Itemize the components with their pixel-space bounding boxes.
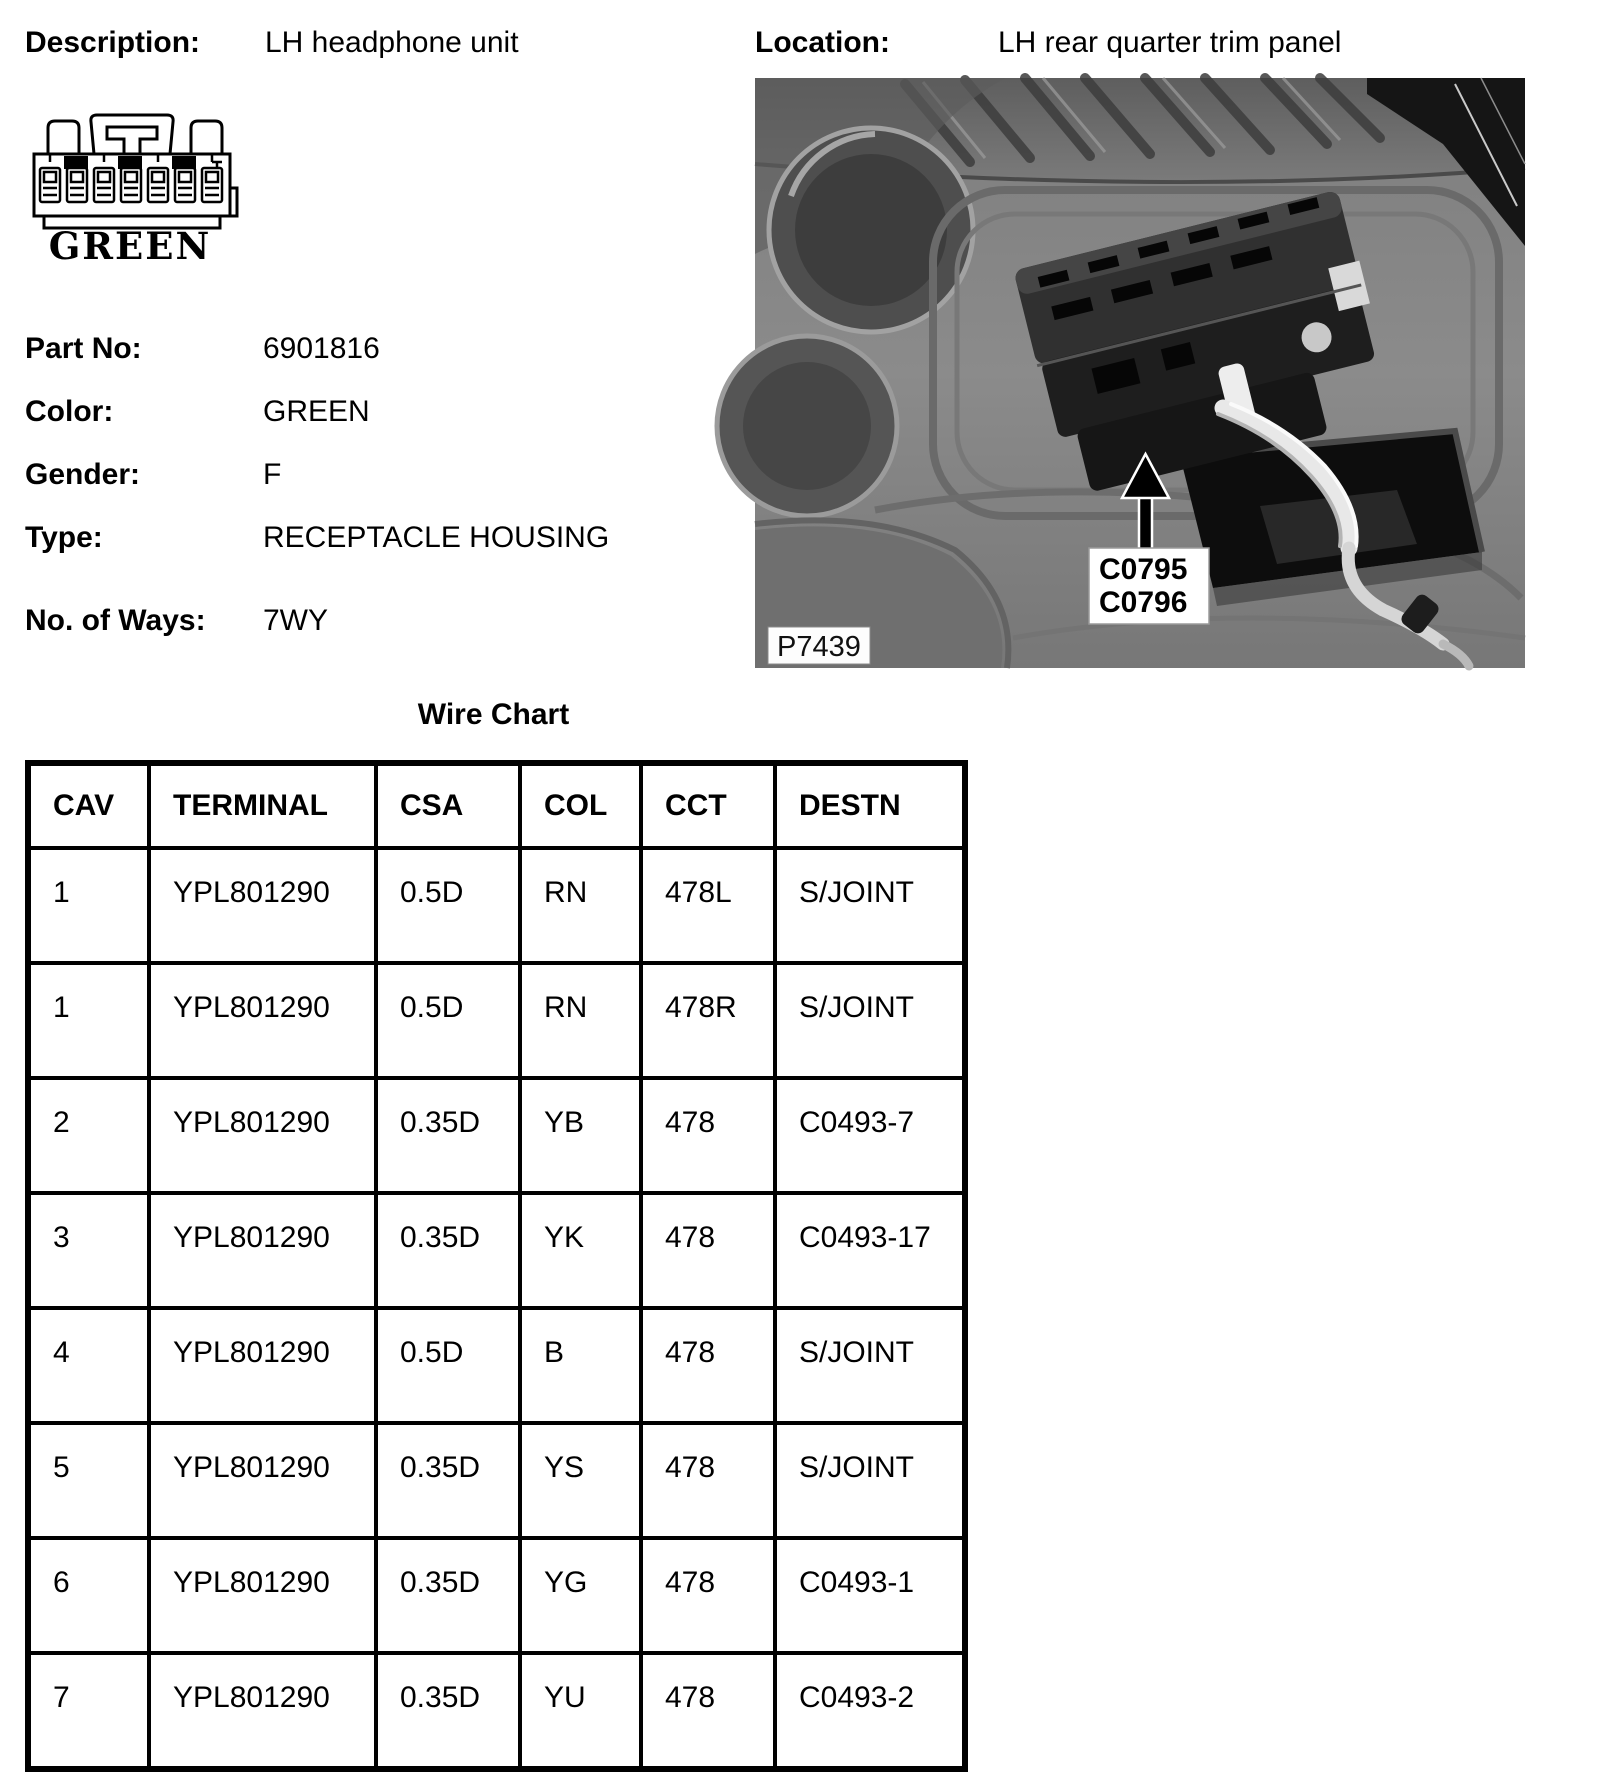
column-header-csa: CSA [376,763,520,848]
callout-line2: C0796 [1099,586,1188,619]
table-row [28,1308,965,1423]
table-cell: S/JOINT [775,963,965,1078]
table-cell: 0.5D [376,963,520,1078]
part-no-value: 6901816 [263,332,380,365]
table-cell: C0493-1 [775,1538,965,1653]
table-cell: YK [520,1193,641,1308]
table-cell: 7 [28,1653,149,1769]
ways-value: 7WY [263,604,329,637]
table-cell: S/JOINT [775,848,965,963]
location-value: LH rear quarter trim panel [998,26,1342,59]
ways-label: No. of Ways: [25,604,206,637]
part-no-label: Part No: [25,332,142,365]
description-value: LH headphone unit [265,26,519,59]
table-cell: 3 [28,1193,149,1308]
table-cell: S/JOINT [775,1308,965,1423]
table-cell: YPL801290 [149,848,376,963]
table-cell: C0493-17 [775,1193,965,1308]
table-row [28,1538,965,1653]
table-row [28,1423,965,1538]
table-cell: B [520,1308,641,1423]
diagram-right-tab [191,121,222,154]
table-cell: 478R [641,963,775,1078]
table-cell: 0.35D [376,1538,520,1653]
table-cell: YPL801290 [149,1538,376,1653]
table-cell: RN [520,848,641,963]
table-cell: 478L [641,848,775,963]
column-header-destn: DESTN [775,763,965,848]
table-cell: C0493-2 [775,1653,965,1769]
table-cell: YPL801290 [149,1308,376,1423]
wire-chart-table [25,760,968,1772]
table-cell: YU [520,1653,641,1769]
table-cell: 478 [641,1308,775,1423]
location-photo [755,78,1525,668]
diagram-left-tab [48,121,79,154]
table-cell: YG [520,1538,641,1653]
table-cell: YPL801290 [149,1078,376,1193]
type-value: RECEPTACLE HOUSING [263,521,610,554]
callout-line1: C0795 [1099,553,1188,586]
type-label: Type: [25,521,103,554]
table-cell: 5 [28,1423,149,1538]
table-cell: RN [520,963,641,1078]
color-value: GREEN [263,395,370,428]
gender-value: F [263,458,282,491]
connector-diagram-icon [30,110,240,232]
table-cell: YPL801290 [149,1193,376,1308]
diagram-terminal-slots [40,154,222,202]
table-cell: 478 [641,1538,775,1653]
location-label: Location: [755,26,890,59]
table-cell: 0.35D [376,1193,520,1308]
table-cell: S/JOINT [775,1423,965,1538]
table-cell: 478 [641,1193,775,1308]
table-cell: 1 [28,963,149,1078]
photo-id-label [768,627,870,664]
column-header-terminal: TERMINAL [149,763,376,848]
table-cell: 0.5D [376,848,520,963]
table-cell: YPL801290 [149,963,376,1078]
gender-label: Gender: [25,458,141,491]
table-cell: C0493-7 [775,1078,965,1193]
table-cell: 478 [641,1078,775,1193]
photo-id-text: P7439 [777,631,861,663]
diagram-latch [91,115,173,154]
table-row [28,848,965,963]
table-row [28,963,965,1078]
table-cell: 4 [28,1308,149,1423]
table-header-row [28,763,965,848]
table-cell: YB [520,1078,641,1193]
table-cell: 1 [28,848,149,963]
table-row [28,1193,965,1308]
callout-label-box [1089,548,1209,624]
table-cell: 478 [641,1653,775,1769]
column-header-cav: CAV [28,763,149,848]
table-cell: YPL801290 [149,1653,376,1769]
diagram-latch-tee [107,127,157,154]
table-row [28,1078,965,1193]
table-cell: 0.5D [376,1308,520,1423]
color-label: Color: [25,395,114,428]
wire-chart-title: Wire Chart [417,698,570,731]
connector-color-caption: GREEN [48,224,212,268]
table-cell: 0.35D [376,1078,520,1193]
table-cell: 0.35D [376,1653,520,1769]
column-header-cct: CCT [641,763,775,848]
description-label: Description: [25,26,201,59]
table-cell: 0.35D [376,1423,520,1538]
table-cell: 478 [641,1423,775,1538]
table-cell: 2 [28,1078,149,1193]
table-cell: 6 [28,1538,149,1653]
table-row [28,1653,965,1769]
table-cell: YS [520,1423,641,1538]
column-header-col: COL [520,763,641,848]
table-cell: YPL801290 [149,1423,376,1538]
